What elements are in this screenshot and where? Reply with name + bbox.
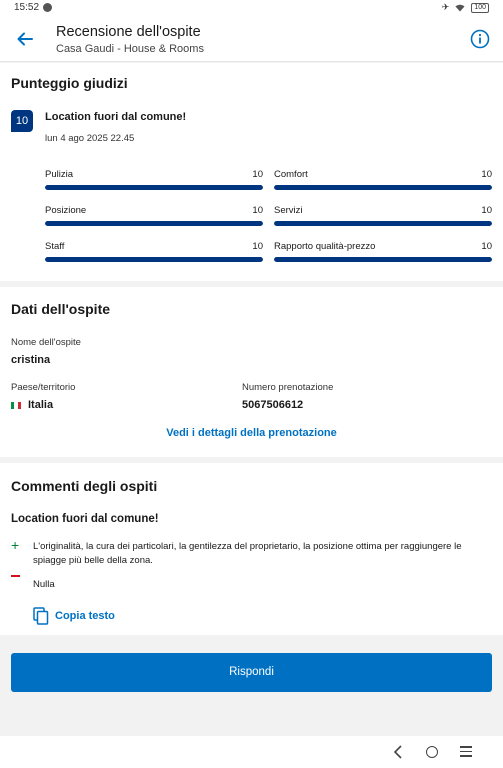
overall-score-badge: 10 (11, 110, 33, 132)
category-label: Posizione (45, 205, 87, 216)
copy-text-button[interactable] (33, 607, 115, 625)
category-rapporto-qualita-prezzo (274, 241, 492, 265)
reply-button[interactable]: Rispondi (11, 653, 492, 692)
score-bar (45, 221, 263, 226)
country-value: Italia (28, 399, 54, 411)
category-label: Servizi (274, 205, 303, 216)
review-title: Location fuori dal comune! (45, 111, 187, 123)
app-bar (0, 16, 503, 62)
italy-flag-icon (11, 402, 21, 409)
back-arrow-icon[interactable] (14, 28, 36, 50)
category-value: 10 (481, 205, 492, 216)
category-value: 10 (252, 241, 263, 252)
category-comfort (274, 169, 492, 193)
guest-name: cristina (11, 354, 51, 366)
score-bar-fill (274, 257, 492, 262)
status-bar (0, 0, 503, 16)
score-bar (45, 185, 263, 190)
minus-icon (11, 575, 20, 577)
category-label: Comfort (274, 169, 308, 180)
scores-section (0, 63, 503, 281)
booking-number: 5067506612 (242, 399, 304, 411)
review-date: lun 4 ago 2025 22.45 (45, 133, 135, 144)
battery-icon: 100 (471, 3, 489, 13)
comments-section (0, 463, 503, 635)
copy-icon (33, 607, 49, 625)
score-bar (274, 257, 492, 262)
country-label: Paese/territorio (11, 382, 76, 393)
guest-name-label: Nome dell'ospite (11, 337, 81, 348)
info-icon[interactable] (470, 29, 490, 49)
category-pulizia (45, 169, 263, 193)
score-bar-fill (274, 221, 492, 226)
score-bar-fill (45, 185, 263, 190)
status-icons (442, 2, 489, 13)
category-posizione (45, 205, 263, 229)
nav-home-icon[interactable] (426, 746, 438, 758)
nav-back-icon[interactable] (393, 745, 403, 759)
positive-comment: L'originalità, la cura dei particolari, la gentilezza del proprietario, la posizione ottima per raggiungere le spiagge più belle della zona. (33, 541, 462, 566)
page-title: Recensione dell'ospite (56, 24, 201, 40)
category-label: Rapporto qualità-prezzo (274, 241, 376, 252)
category-label: Staff (45, 241, 65, 252)
booking-details-link[interactable]: Vedi i dettagli della prenotazione (166, 427, 337, 439)
scores-section-title: Punteggio giudizi (11, 75, 128, 91)
score-bar (45, 257, 263, 262)
score-bar (274, 185, 492, 190)
category-value: 10 (252, 205, 263, 216)
airplane-mode-icon: ✈ (441, 2, 450, 12)
wifi-icon (455, 4, 465, 12)
comments-section-title: Commenti degli ospiti (11, 478, 158, 494)
category-value: 10 (481, 169, 492, 180)
copy-text-label: Copia testo (55, 610, 115, 622)
guest-section (0, 287, 503, 457)
category-label: Pulizia (45, 169, 73, 180)
comment-title: Location fuori dal comune! (11, 513, 159, 525)
system-nav-bar (0, 736, 503, 768)
score-bar-fill (45, 257, 263, 262)
plus-icon: + (11, 537, 20, 553)
category-value: 10 (481, 241, 492, 252)
score-bar (274, 221, 492, 226)
message-notification-icon (43, 3, 52, 12)
nav-recents-icon[interactable] (460, 746, 472, 760)
category-servizi (274, 205, 492, 229)
status-time: 15:52 (14, 2, 40, 13)
guest-section-title: Dati dell'ospite (11, 301, 111, 317)
negative-comment: Nulla (33, 579, 55, 590)
score-bar-fill (45, 221, 263, 226)
booking-number-label: Numero prenotazione (242, 382, 334, 393)
category-staff (45, 241, 263, 265)
category-value: 10 (252, 169, 263, 180)
property-name: Casa Gaudi - House & Rooms (56, 43, 204, 55)
score-bar-fill (274, 185, 492, 190)
